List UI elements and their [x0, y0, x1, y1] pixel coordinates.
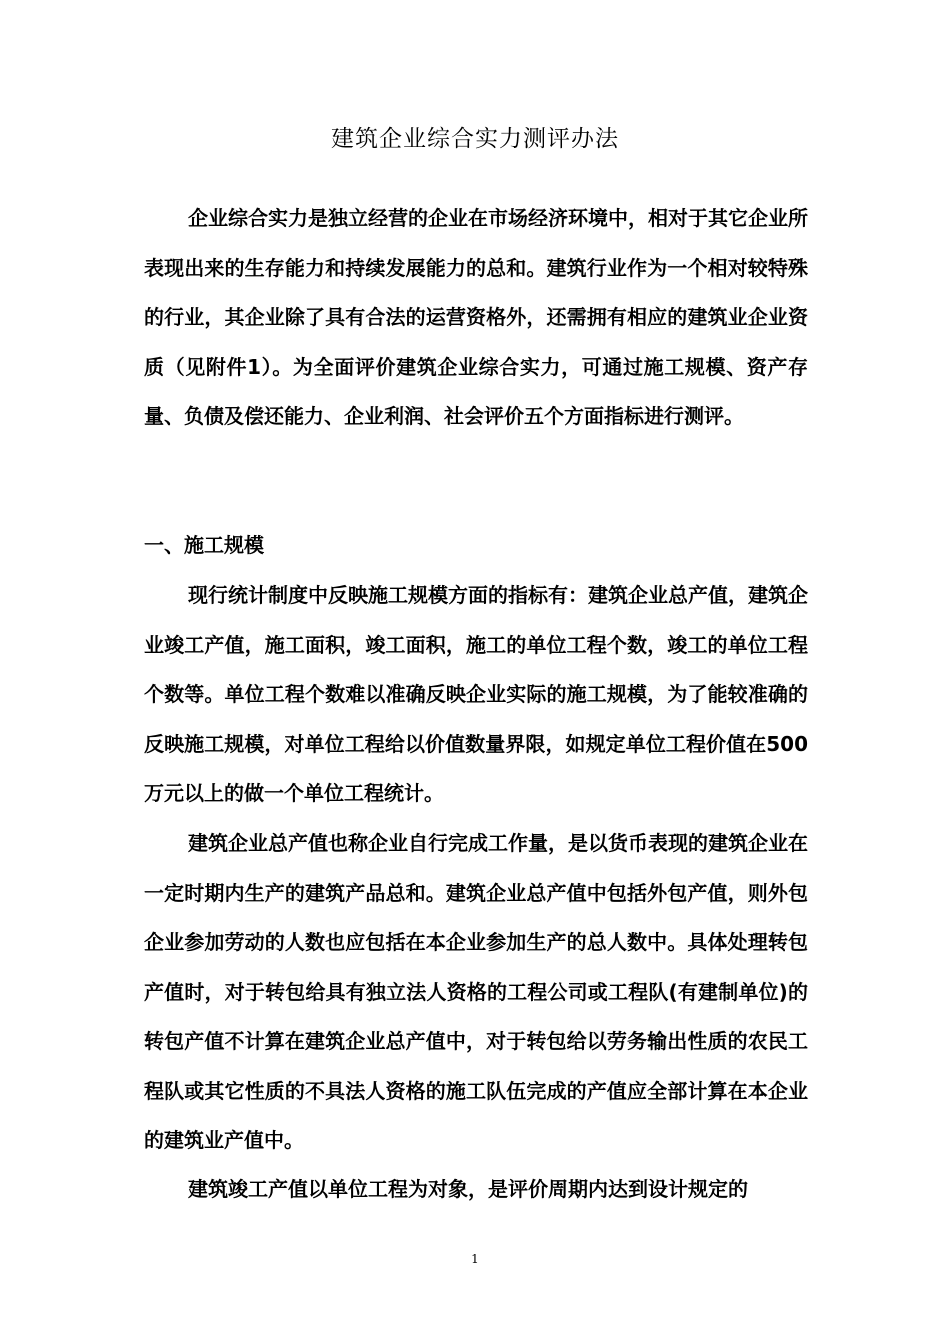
body-paragraph: 现行统计制度中反映施工规模方面的指标有：建筑企业总产值，建筑企业竣工产值，施工面积，竣工面积，施工的单位工程个数，竣工的单位工程个数等。单位工程个数难以准确反映企业实际的施工规模，为了能较准确的反映施工规模，对单位工程给以价值数量界限，如规定单位工程价值在500万元以上的做一个单位工程统计。: [144, 583, 808, 805]
document-title: 建筑企业综合实力测评办法: [331, 126, 619, 152]
intro-paragraph: 企业综合实力是独立经营的企业在市场经济环境中，相对于其它企业所表现出来的生存能力和持续发展能力的总和。建筑行业作为一个相对较特殊的行业，其企业除了具有合法的运营资格外，还需拥有相应的建筑业企业资质（见附件1）。为全面评价建筑企业综合实力，可通过施工规模、资产存量、负债及偿还能力、企业利润、社会评价五个方面指标进行测评。: [144, 206, 808, 428]
section-heading: 一、施工规模: [144, 533, 264, 557]
page-number: 1: [471, 1252, 479, 1266]
body-paragraph: 建筑企业总产值也称企业自行完成工作量，是以货币表现的建筑企业在一定时期内生产的建筑产品总和。建筑企业总产值中包括外包产值，则外包企业参加劳动的人数也应包括在本企业参加生产的总人数中。具体处理转包产值时，对于转包给具有独立法人资格的工程公司或工程队(有建制单位)的转包产值不计算在建筑企业总产值中，对于转包给以劳务输出性质的农民工程队或其它性质的不具法人资格的施工队伍完成的产值应全部计算在本企业的建筑业产值中。: [144, 831, 808, 1152]
body-paragraph: 建筑竣工产值以单位工程为对象，是评价周期内达到设计规定的: [188, 1177, 748, 1201]
